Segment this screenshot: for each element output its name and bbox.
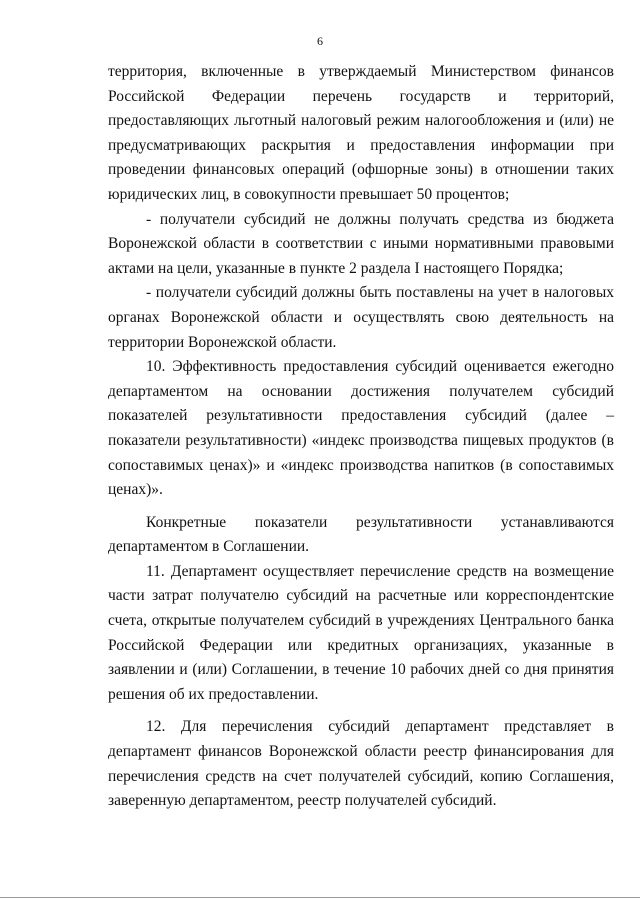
document-body xyxy=(108,60,614,814)
paragraph-item-10-effectiveness: 10. Эффективность предоставления субсидий оценивается ежегодно департаментом на основании достижения получателем субсидий показателей результативности предоставления субсидий (далее – показатели результативности) «индекс производства пищевых продуктов (в сопоставимых ценах)» и «индекс производства напитков (в сопоставимых ценах)». xyxy=(108,358,614,499)
paragraph-item-11-transfer: 11. Департамент осуществляет перечисление средств на возмещение части затрат получателю субсидий на расчетные или корреспондентские счета, открытые получателем субсидий в учреждениях Центрального банка Российской Федерации или кредитных организациях, указанные в заявлении и (или) Соглашении, в течение 10 рабочих дней со дня принятия решения об их предоставлении. xyxy=(108,562,614,703)
paragraph-offshore-continuation: территория, включенные в утверждаемый Министерством финансов Российской Федерации перечень государств и территорий, предоставляющих льготный налоговый режим налогообложения и (или) не предусматривающих раскрытия и предоставления информации при проведении финансовых операций (офшорные зоны) в отношении таких юридических лиц, в совокупности превышает 50 процентов; xyxy=(108,63,614,203)
paragraph-specific-indicators: Конкретные показатели результативности устанавливаются департаментом в Соглашении. xyxy=(108,513,614,556)
bottom-rule xyxy=(0,897,640,898)
page-number: 6 xyxy=(317,34,323,48)
paragraph-no-budget-funds: - получатели субсидий не должны получать средства из бюджета Воронежской области в соответствии с иными нормативными правовыми актами на цели, указанные в пункте 2 раздела I настоящего Порядка; xyxy=(108,210,614,277)
paragraph-item-12-registry: 12. Для перечисления субсидий департамент представляет в департамент финансов Воронежской области реестр финансирования для перечисления средств на счет получателей субсидий, копию Соглашения, заверенную департаментом, реестр получателей субсидий. xyxy=(108,718,614,810)
paragraph-tax-registration: - получатели субсидий должны быть поставлены на учет в налоговых органах Воронежской области и осуществлять свою деятельность на территории Воронежской области. xyxy=(108,284,614,351)
